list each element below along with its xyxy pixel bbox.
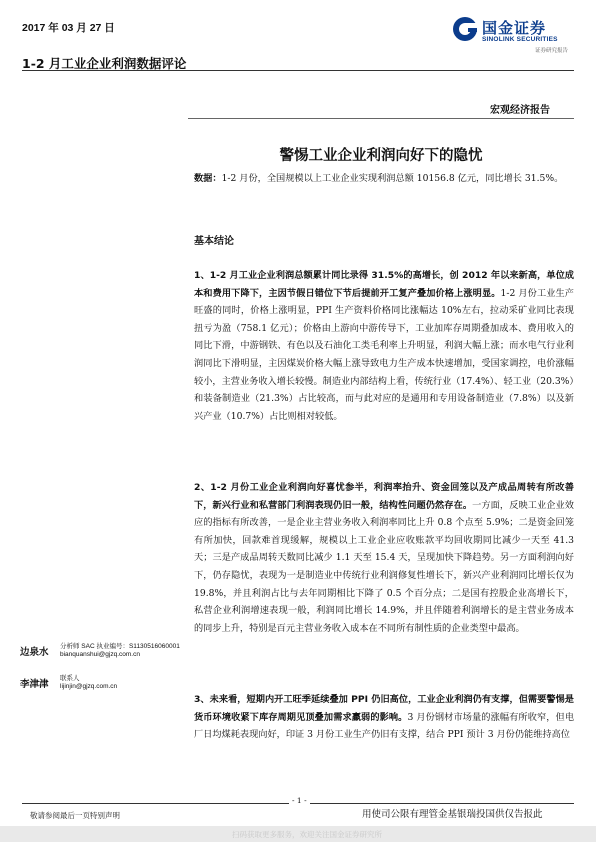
section-heading: 基本结论 [194,236,234,247]
conclusion-2 [194,479,574,637]
band-text: 扫码获取更多服务，欢迎关注国金证券研究所 [232,830,382,839]
logo-tagline: 证券研究报告 [535,48,569,54]
data-paragraph [194,170,574,188]
conclusion-1-lead: 1、1-2 月工业企业利润总额累计同比录得 31.5%的高增长，创 2012 年以来新高，单位成本和费用下降下，主因节假日错位下节后提前开工复产叠加价格上涨明显。 [194,270,574,299]
data-text: 1-2 月份，全国规模以上工业企业实现利润总额 10156.8 亿元，同比增长 31.5%。 [221,173,564,184]
logo-english: SINOLINK SECURITIES [482,36,558,43]
conclusion-2-body: 一方面，反映工业企业效应的指标有所改善，一是企业主营业务收入利润率同比上升 0.8 个点至 5.9%；二是资金回笼有所加快，回款难首现缓解，规模以上工业企业应收账款平均回收期同比减少一天至 41.3 天；三是产成品周转天数同比减少 1.1 天至 15.4 天，呈现加快下降趋势。另一方面利润向好下，仍存隐忧，表现为一是制造业中传统行业利润修复性增长下，新兴产业利润同比增长仅为 19.8%，并且利润占比与去年同期相比下降了 0.5 个百分点；二是国有控股企业高增长下，私营企业利润增速表现一般，利润同比增长 14.9%，并且伴随着利润增长的是主营业务成本的同步上升，特别是百元主营业务收入成本在不同所有制性质的企业类型中最高。 [194,499,574,634]
sinolink-logo-icon [452,16,478,42]
report-date: 2017 年 03 月 27 日 [22,22,115,34]
conclusion-2-lead: 2、1-2 月份工业企业利润向好喜忧参半，利润率抬升、资金回笼以及产成品周转有所改善下，新兴行业和私营部门利润表现仍旧一般，结构性问题仍然存在。 [194,482,574,511]
conclusion-1 [194,267,574,425]
data-label: 数据： [194,173,222,184]
analyst-email: bianquanshui@gjzq.com.cn [60,651,140,658]
analyst-name: 边泉水 [20,647,49,658]
analyst-role: 联系人 [60,675,80,682]
report-category: 宏观经济报告 [490,105,550,116]
analyst-email: lijinjin@gjzq.com.cn [60,683,118,690]
report-subtitle: 1-2 月工业企业利润数据评论 [22,56,187,71]
header-divider [22,70,574,71]
analyst-role: 分析师 SAC 执业编号：S1130516060001 [60,643,180,650]
analyst-block-1 [20,640,190,659]
disclaimer-note: 敬请参阅最后一页特别声明 [30,811,120,820]
conclusion-3 [194,691,574,744]
report-title: 警惕工业企业利润向好下的隐忧 [279,148,483,164]
conclusion-3-body: 3 月份钢材市场量的涨幅有所收窄，但电厂日均煤耗表现向好，印证 3 月份工业生产仍旧有支撑，结合 PPI 预计 3 月份仍能维持高位 [194,711,575,741]
page-number: - 1 - [289,796,310,805]
analyst-name: 李津津 [20,679,49,690]
logo-chinese: 国金证券 [482,19,547,37]
analyst-block-2 [20,672,190,691]
conclusion-1-body: 1-2 月份工业生产旺盛的同时，价格上涨明显，PPI 生产资料价格同比涨幅达 10%左右，拉动采矿业同比表现扭亏为盈（758.1 亿元）；价格由上游向中游传导下，工业加库存周期叠加成本、费用收入的同比下滑，中游钢铁、有色以及石油化工类毛利率上升明显，利润大幅上涨；而水电气行业利润同比下滑明显，主因煤炭价格大幅上涨导致电力生产成本快速增加，受国家调控，电价涨幅较小，主营业务收入增长较慢。制造业内部结构上看，传统行业（17.4%）、轻工业（20.3%）和装备制造业（21.3%）占比较高，而与此对应的是通用和专用设备制造业（7.8%）以及新兴产业（10.7%）占比则相对较低。 [194,287,574,422]
category-divider [188,118,574,119]
watermark-text: 用使司公限有理管金基银瑞投国供仅告报此 [362,809,543,820]
conclusion-3-lead: 3、未来看，短期内开工旺季延续叠加 PPI 仍旧高位，工业企业利润仍有支撑，但需要警惕是货币环境收紧下库存周期见顶叠加需求羸弱的影响。 [194,694,574,723]
